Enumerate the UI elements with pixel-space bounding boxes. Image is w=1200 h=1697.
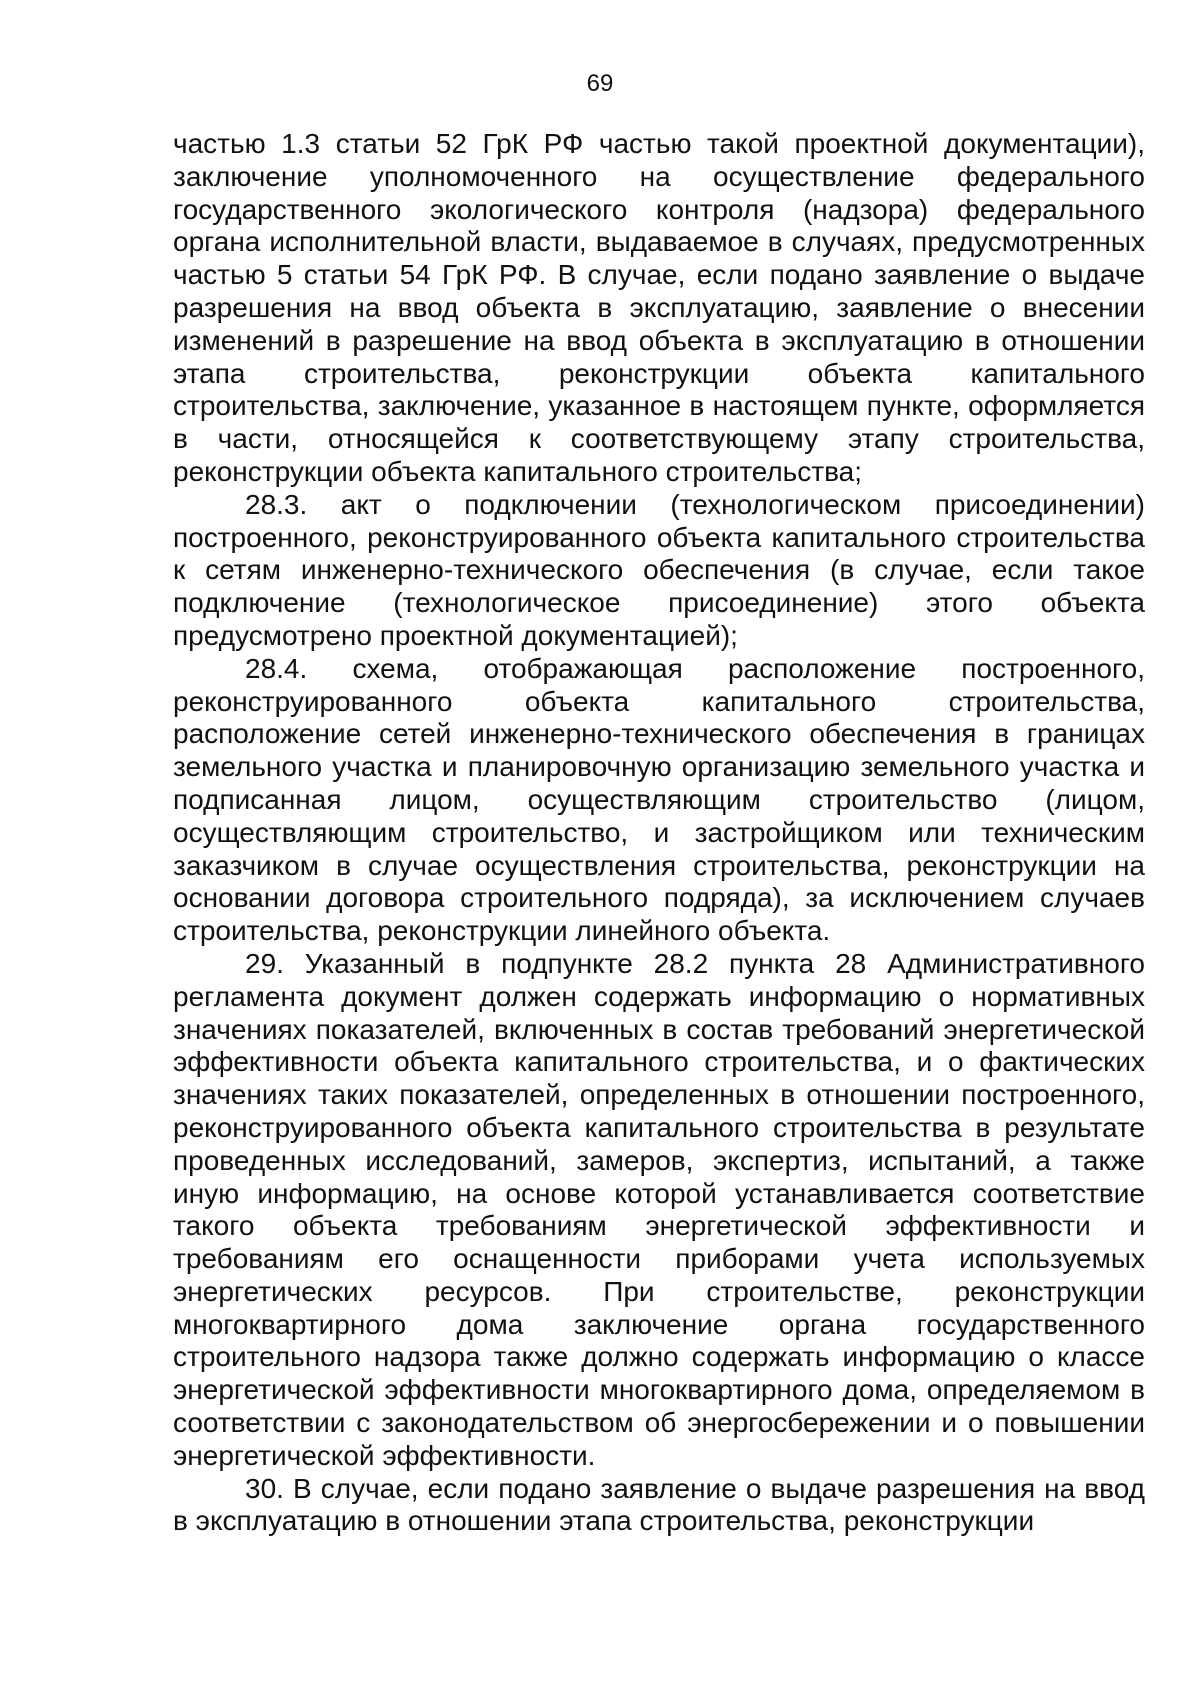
page-number: 69 (586, 70, 614, 97)
document-body (173, 128, 1145, 1538)
paragraph-continuation: частью 1.3 статьи 52 ГрК РФ частью такой проектной документации), заключение уполномоченного на осуществление федерального государственного экологического контроля (надзора) федерального органа исполнительной власти, выдаваемое в случаях, предусмотренных частью 5 статьи 54 ГрК РФ. В случае, если подано заявление о выдаче разрешения на ввод объекта в эксплуатацию, заявление о внесении изменений в разрешение на ввод объекта в эксплуатацию в отношении этапа строительства, реконструкции объекта капитального строительства, заключение, указанное в настоящем пункте, оформляется в части, относящейся к соответствующему этапу строительства, реконструкции объекта капитального строительства; (173, 128, 1145, 487)
paragraph-30: 30. В случае, если подано заявление о выдаче разрешения на ввод в эксплуатацию в отношении этапа строительства, реконструкции (173, 1472, 1145, 1537)
paragraph-29: 29. Указанный в подпункте 28.2 пункта 28 Административного регламента документ должен содержать информацию о нормативных значениях показателей, включенных в состав требований энергетической эффективности объекта капитального строительства, и о фактических значениях таких показателей, определенных в отношении построенного, реконструированного объекта капитального строительства в результате проведенных исследований, замеров, экспертиз, испытаний, а также иную информацию, на основе которой устанавливается соответствие такого объекта требованиям энергетической эффективности и требованиям его оснащенности приборами учета используемых энергетических ресурсов. При строительстве, реконструкции многоквартирного дома заключение органа государственного строительного надзора также должно содержать информацию о классе энергетической эффективности многоквартирного дома, определяемом в соответствии с законодательством об энергосбережении и о повышении энергетической эффективности. (173, 947, 1145, 1471)
paragraph-28-3: 28.3. акт о подключении (технологическом присоединении) построенного, реконструированного объекта капитального строительства к сетям инженерно-технического обеспечения (в случае, если такое подключение (технологическое присоединение) этого объекта предусмотрено проектной документацией); (173, 488, 1145, 651)
paragraph-28-4: 28.4. схема, отображающая расположение построенного, реконструированного объекта капитального строительства, расположение сетей инженерно-технического обеспечения в границах земельного участка и планировочную организацию земельного участка и подписанная лицом, осуществляющим строительство (лицом, осуществляющим строительство, и застройщиком или техническим заказчиком в случае осуществления строительства, реконструкции на основании договора строительного подряда), за исключением случаев строительства, реконструкции линейного объекта. (173, 652, 1145, 947)
